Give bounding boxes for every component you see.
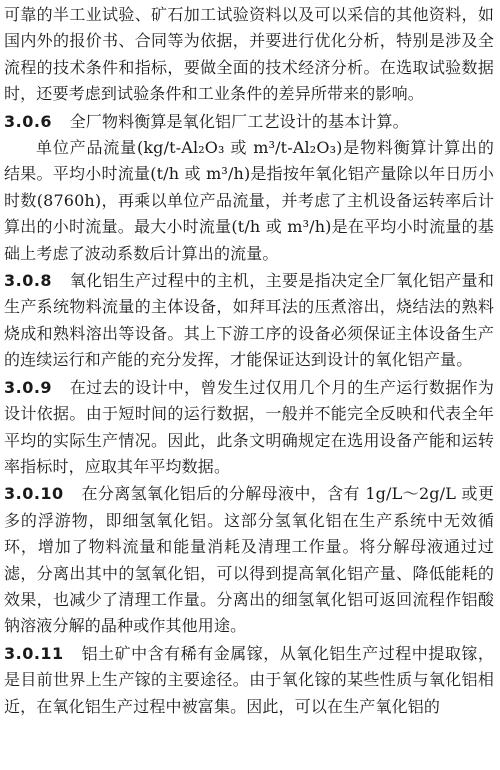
clause-text: 全厂物料衡算是氧化铝厂工艺设计的基本计算。 [69, 111, 409, 131]
paragraph-continuation [4, 2, 494, 108]
clause-number: 3.0.6 [4, 111, 53, 131]
paragraph-text: 可靠的半工业试验、矿石加工试验资料以及可以采信的其他资料，如国内外的报价书、合同等为依据，并要进行优化分析，特别是涉及全流程的技术条件和指标，要做全面的技术经济分析。在选取试验数据时，还要考虑到试验条件和工业条件的差异所带来的影响。 [4, 5, 494, 104]
paragraph-text: 单位产品流量(kg/t-Al₂O₃ 或 m³/t-Al₂O₃)是物料衡算计算出的结果。平均小时流量(t/h 或 m³/h)是指按年氧化铝产量除以年日历小时数(8760h)，再乘以单位产品流量，并考虑了主机设备运转率后计算出的小时流量。最大小时流量(t/h 或 m³/h)是在平均小时流量的基础上考虑了波动系数后计算出的流量。 [4, 138, 494, 263]
clause-3-0-8 [4, 268, 494, 374]
clause-3-0-10 [4, 481, 494, 639]
clause-3-0-11 [4, 641, 494, 720]
clause-number: 3.0.9 [4, 377, 53, 397]
clause-number: 3.0.10 [4, 484, 64, 504]
clause-text: 氧化铝生产过程中的主机，主要是指决定全厂氧化铝产量和生产系统物料流量的主体设备，如拜耳法的压煮溶出，烧结法的熟料烧成和熟料溶出等设备。其上下游工序的设备必须保证主体设备生产的连续运行和产能的充分发挥，才能保证达到设计的氧化铝产量。 [4, 271, 494, 370]
clause-text: 在分离氢氧化铝后的分解母液中，含有 1g/L～2g/L 或更多的浮游物，即细氢氧化铝。这部分氢氧化铝在生产系统中无效循环，增加了物料流量和能量消耗及清理工作量。将分解母液通过过滤，分离出其中的氢氧化铝，可以得到提高氧化铝产量、降低能耗的效果，也减少了清理工作量。分离出的细氢氧化铝可返回流程作铝酸钠溶液分解的晶种或作其他用途。 [4, 484, 494, 636]
clause-text: 铝土矿中含有稀有金属镓，从氧化铝生产过程中提取镓，是目前世界上生产镓的主要途径。由于氧化镓的某些性质与氧化铝相近，在氧化铝生产过程中被富集。因此，可以在生产氧化铝的 [4, 643, 494, 716]
clause-3-0-9 [4, 375, 494, 481]
clause-number: 3.0.11 [4, 643, 64, 663]
clause-3-0-6 [4, 109, 494, 135]
clause-number: 3.0.8 [4, 271, 53, 291]
clause-text: 在过去的设计中，曾发生过仅用几个月的生产运行数据作为设计依据。由于短时间的运行数据，一般并不能完全反映和代表全年平均的实际生产情况。因此，此条文明确规定在选用设备产能和运转率指标时，应取其年平均数据。 [4, 377, 494, 476]
paragraph-unit-flow [4, 135, 494, 267]
